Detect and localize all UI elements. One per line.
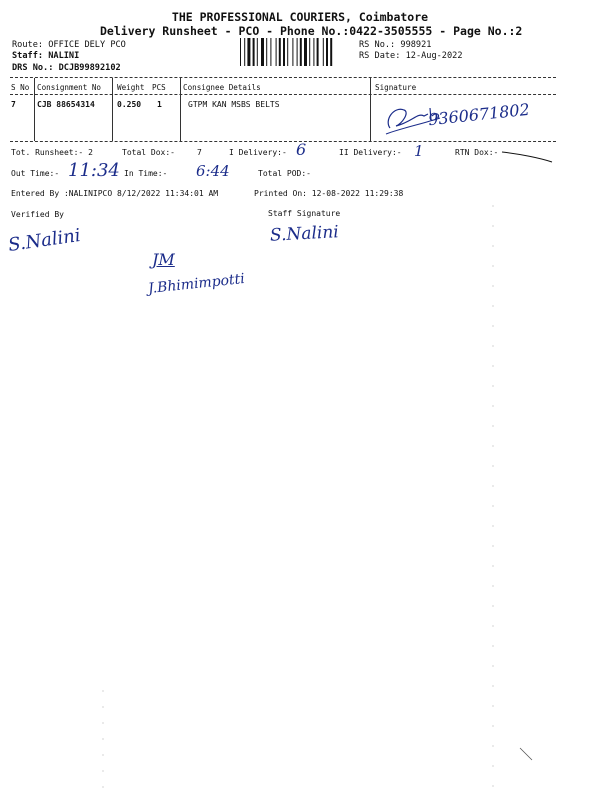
route-value: OFFICE DELY PCO bbox=[48, 40, 126, 50]
rs-no-label: RS No.: bbox=[359, 40, 396, 50]
out-time-handwritten: 11:34 bbox=[68, 160, 120, 181]
initials-handwritten: JM bbox=[152, 250, 175, 269]
col-header-signature: Signature bbox=[375, 83, 417, 92]
col-header-consignment: Consignment No bbox=[37, 83, 102, 92]
col-header-sno: S No bbox=[11, 83, 30, 92]
rs-no-value: 998921 bbox=[400, 40, 432, 50]
row-pcs: 1 bbox=[157, 100, 162, 109]
verified-signature-handwritten: S.Nalini bbox=[6, 225, 82, 256]
total-dox-value: 7 bbox=[197, 148, 202, 157]
row-consignee: GTPM KAN MSBS BELTS bbox=[188, 100, 280, 109]
i-delivery-handwritten: 6 bbox=[296, 140, 307, 159]
staff-value: NALINI bbox=[48, 51, 80, 61]
col-header-pcs: PCS bbox=[152, 83, 166, 92]
name-signature-handwritten: J.Bhimimpotti bbox=[147, 270, 246, 298]
page-title: Delivery Runsheet - PCO - Phone No.:0422-3505555 - Page No.:2 bbox=[100, 24, 523, 38]
rs-date-label: RS Date: bbox=[359, 51, 401, 61]
i-delivery-label: I Delivery:- bbox=[229, 148, 287, 157]
in-time-label: In Time:- bbox=[124, 169, 168, 178]
total-pod-label: Total POD:- bbox=[258, 169, 311, 178]
col-header-weight: Weight bbox=[117, 83, 145, 92]
drs-value: DCJB99892102 bbox=[58, 63, 121, 73]
printed-on: Printed On: 12-08-2022 11:29:38 bbox=[254, 189, 404, 198]
out-time-label: Out Time:- bbox=[11, 169, 60, 178]
company-name: THE PROFESSIONAL COURIERS, Coimbatore bbox=[171, 10, 429, 24]
ii-delivery-label: II Delivery:- bbox=[339, 148, 402, 157]
rs-date-value: 12-Aug-2022 bbox=[405, 51, 463, 61]
staff-signature-label: Staff Signature bbox=[268, 209, 341, 218]
recipient-phone-handwritten: 9360671802 bbox=[427, 99, 531, 130]
rtn-dox-label: RTN Dox:- bbox=[455, 148, 499, 157]
route-label: Route: bbox=[12, 40, 44, 50]
ii-delivery-handwritten: 1 bbox=[414, 142, 424, 160]
tot-runsheet: Tot. Runsheet:- 2 bbox=[11, 148, 93, 157]
row-weight: 0.250 bbox=[117, 100, 142, 109]
total-dox-label: Total Dox:- bbox=[122, 148, 175, 157]
verified-by-label: Verified By bbox=[11, 210, 64, 219]
staff-signature-handwritten: S.Nalini bbox=[269, 222, 340, 246]
in-time-handwritten: 6:44 bbox=[196, 162, 230, 180]
entered-by: Entered By :NALINIPCO 8/12/2022 11:34:01 AM bbox=[11, 189, 219, 198]
staff-label: Staff: bbox=[12, 51, 44, 61]
drs-label: DRS No.: bbox=[12, 63, 54, 73]
row-consignment-no: CJB 88654314 bbox=[37, 100, 95, 109]
row-sno: 7 bbox=[11, 100, 16, 109]
col-header-consignee: Consignee Details bbox=[183, 83, 261, 92]
